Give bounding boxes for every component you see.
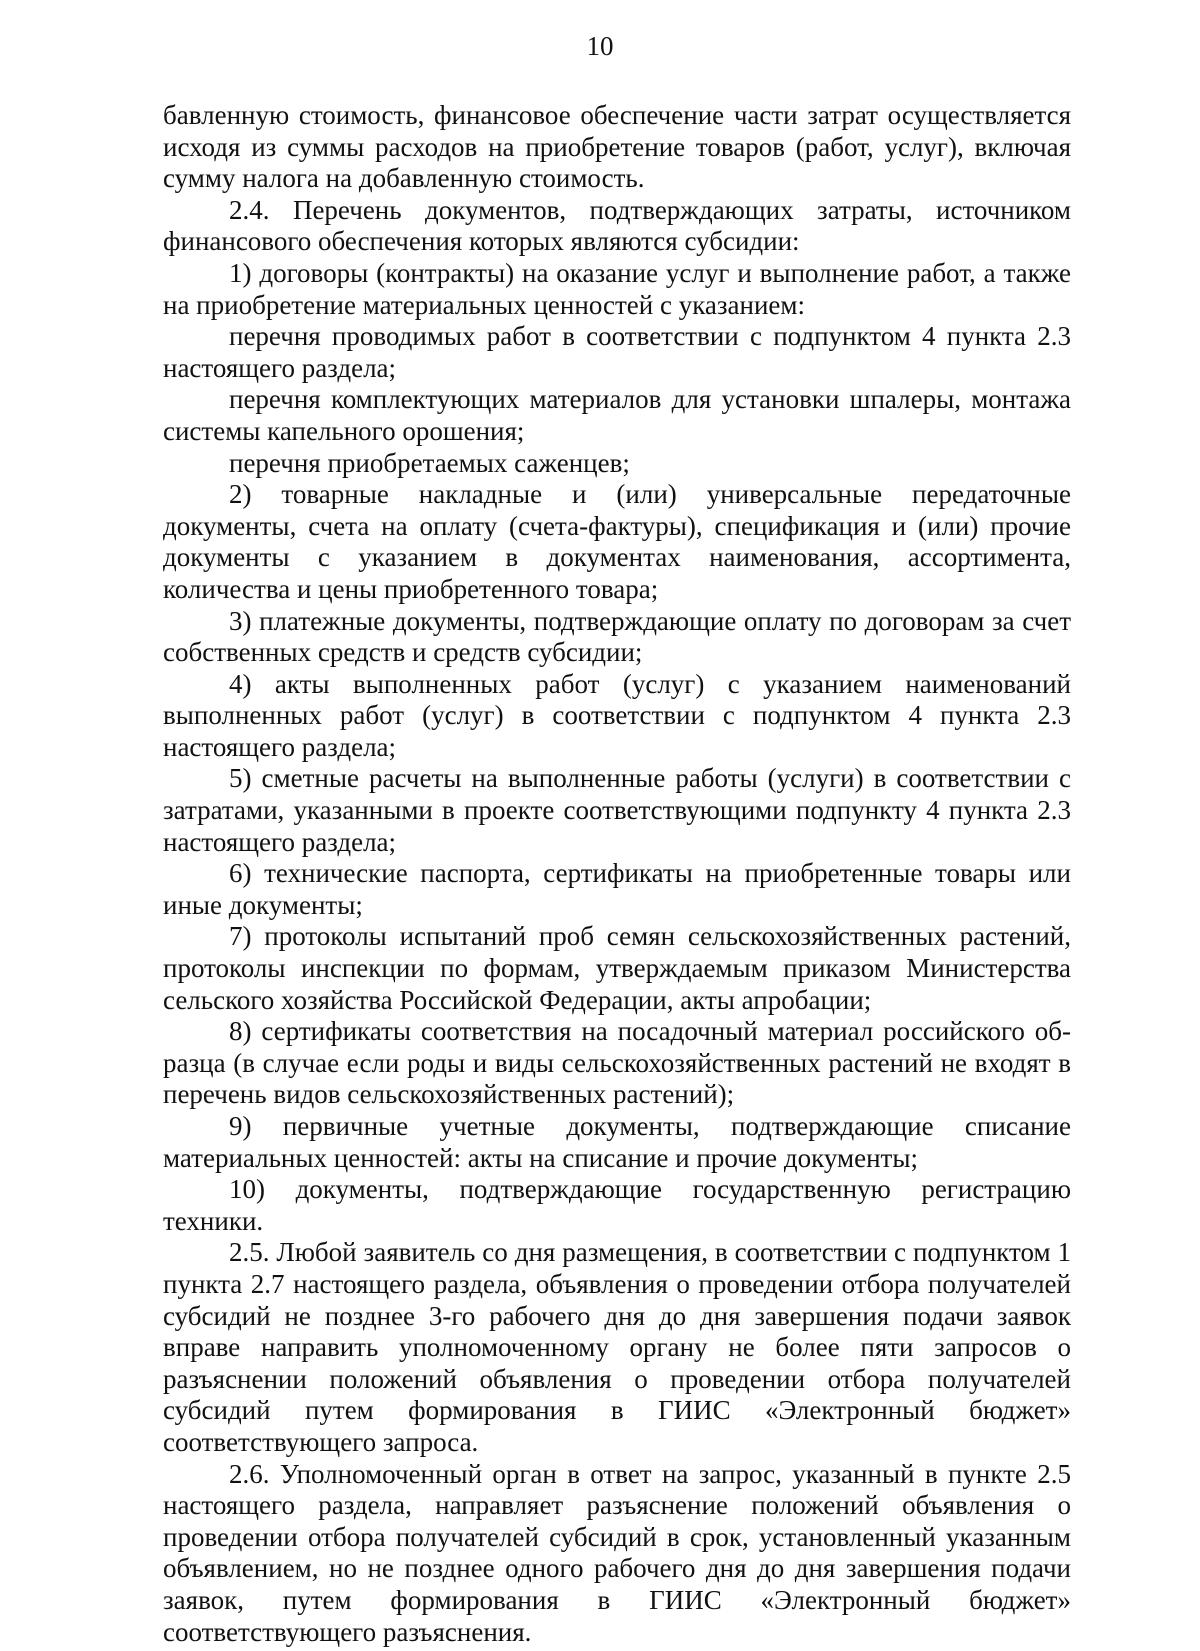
list-item-6: 6) технические паспорта, сертификаты на приобретенные товары или иные документы; [163, 858, 1071, 920]
document-body [163, 100, 1071, 1648]
list-item-4: 4) акты выполненных работ (услуг) с указанием наименований выполненных работ (услуг) в соответствии с подпунктом 4 пункта 2.3 настоящего раздела; [163, 668, 1071, 762]
sub-item-works: перечня проводимых работ в соответствии с подпунктом 4 пункта 2.3 настоящего раздела; [163, 321, 1071, 383]
list-item-1: 1) договоры (контракты) на оказание услуг и выполнение работ, а также на приобретение материальных ценностей с указанием: [163, 257, 1071, 320]
paragraph-2-6: 2.6. Уполномоченный орган в ответ на запрос, указанный в пункте 2.5 настоящего раздела, направляет разъяснение положений объявления о проведении отбора получателей субсидий в срок, установленный указанным объявлением, но не позднее одного рабочего дня до дня завершения подачи заявок, путем формирования в ГИИС «Электронный бюджет» соответствующего разъяснения. [163, 1458, 1071, 1647]
list-item-5: 5) сметные расчеты на выполненные работы (услуги) в соответствии с затратами, указанными в проекте соответствующими подпункту 4 пункта 2.3 настоящего раздела; [163, 763, 1071, 857]
list-item-3: 3) платежные документы, подтверждающие оплату по договорам за счет собственных средств и средств субсидии; [163, 605, 1071, 668]
list-item-2: 2) товарные накладные и (или) универсальные передаточные документы, счета на оплату (счета-фактуры), спецификация и (или) прочие документы с указанием в документах наименования, ассортимента, количества и цены приобретенного товара; [163, 479, 1071, 604]
list-item-7: 7) протоколы испытаний проб семян сельскохозяйственных растений, протоколы инспекции по формам, утверждаемым приказом Министерства сельского хозяйства Российской Федерации, акты апробации; [163, 921, 1071, 1015]
paragraph-2-4: 2.4. Перечень документов, подтверждающих затраты, источником финансового обеспечения которых являются субсидии: [163, 194, 1071, 257]
paragraph-continuation: бавленную стоимость, финансовое обеспечение части затрат осуществляется исходя из суммы расходов на приобретение товаров (работ, услуг), включая сумму налога на добавленную стоимость. [163, 100, 1071, 194]
paragraph-2-5: 2.5. Любой заявитель со дня размещения, в соответствии с подпунктом 1 пункта 2.7 настоящего раздела, объявления о проведении отбора получателей субсидий не позднее 3-го рабочего дня до дня завершения подачи заявок вправе направить уполномоченному органу не более пяти запросов о разъяснении положений объявления о проведении отбора получателей субсидий путем формирования в ГИИС «Электронный бюджет» соответствующего запроса. [163, 1237, 1071, 1457]
list-item-9: 9) первичные учетные документы, подтверждающие списание материальных ценностей: акты на списание и прочие документы; [163, 1111, 1071, 1173]
list-item-10: 10) документы, подтверждающие государственную регистрацию техники. [163, 1174, 1071, 1236]
sub-item-materials: перечня комплектующих материалов для установки шпалеры, монтажа системы капельного орошения; [163, 384, 1071, 446]
page-number: 10 [586, 31, 614, 61]
sub-item-seedlings: перечня приобретаемых саженцев; [229, 447, 630, 478]
list-item-8: 8) сертификаты соответствия на посадочный материал российского образца (в случае если роды и виды сельскохозяйственных растений не входят в перечень видов сельскохозяйственных растений); [163, 1016, 1071, 1110]
